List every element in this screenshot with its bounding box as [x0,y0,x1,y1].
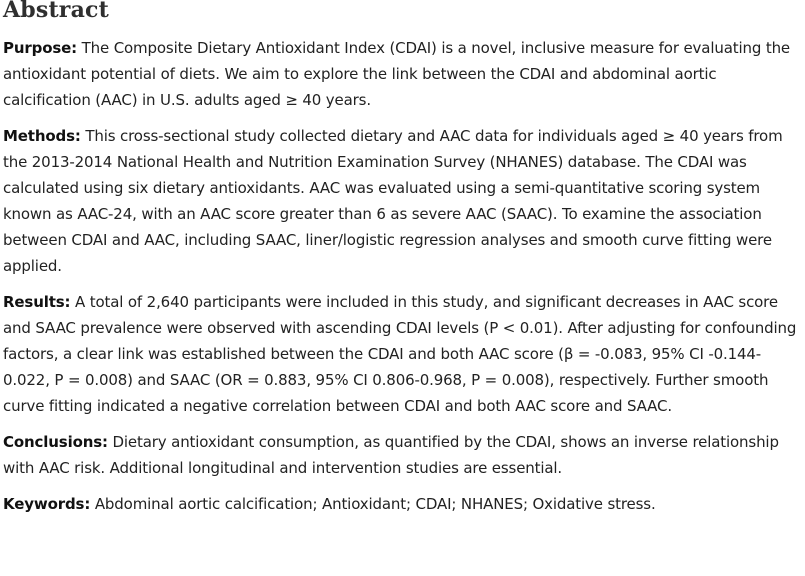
purpose-label: Purpose: [3,39,78,57]
abstract-heading: Abstract [3,0,110,23]
results-label: Results: [3,293,71,311]
results-text: A total of 2,640 participants were included in this study, and significant decreases in AAC score and SAAC prevalence were observed with ascending CDAI levels (P < 0.01). After adjusting for confounding factors, a clear link was established between the CDAI and both AAC score (β = -0.083, 95% CI -0.144-0.022, P = 0.008) and SAAC (OR = 0.883, 95% CI 0.806-0.968, P = 0.008), respectively. Further smooth curve fitting indicated a negative correlation between CDAI and both AAC score and SAAC. [3,293,797,415]
conclusions-label: Conclusions: [3,433,108,451]
keywords-text: Abdominal aortic calcification; Antioxidant; CDAI; NHANES; Oxidative stress. [94,495,656,513]
methods-text: This cross-sectional study collected dietary and AAC data for individuals aged ≥ 40 years from the 2013-2014 National Health and Nutrition Examination Survey (NHANES) database. The CDAI was calculated using six dietary antioxidants. AAC was evaluated using a semi-quantitative scoring system known as AAC-24, with an AAC score greater than 6 as severe AAC (SAAC). To examine the association between CDAI and AAC, including SAAC, liner/logistic regression analyses and smooth curve fitting were applied. [3,127,783,275]
abstract-section [3,0,803,527]
purpose-text: The Composite Dietary Antioxidant Index (CDAI) is a novel, inclusive measure for evaluating the antioxidant potential of diets. We aim to explore the link between the CDAI and abdominal aortic calcification (AAC) in U.S. adults aged ≥ 40 years. [3,39,790,109]
purpose-paragraph [3,35,803,113]
methods-paragraph [3,123,803,279]
conclusions-text: Dietary antioxidant consumption, as quantified by the CDAI, shows an inverse relationship with AAC risk. Additional longitudinal and intervention studies are essential. [3,433,779,477]
results-paragraph [3,289,803,419]
keywords-label: Keywords: [3,495,91,513]
conclusions-paragraph [3,429,803,481]
keywords-paragraph [3,491,803,517]
methods-label: Methods: [3,127,81,145]
